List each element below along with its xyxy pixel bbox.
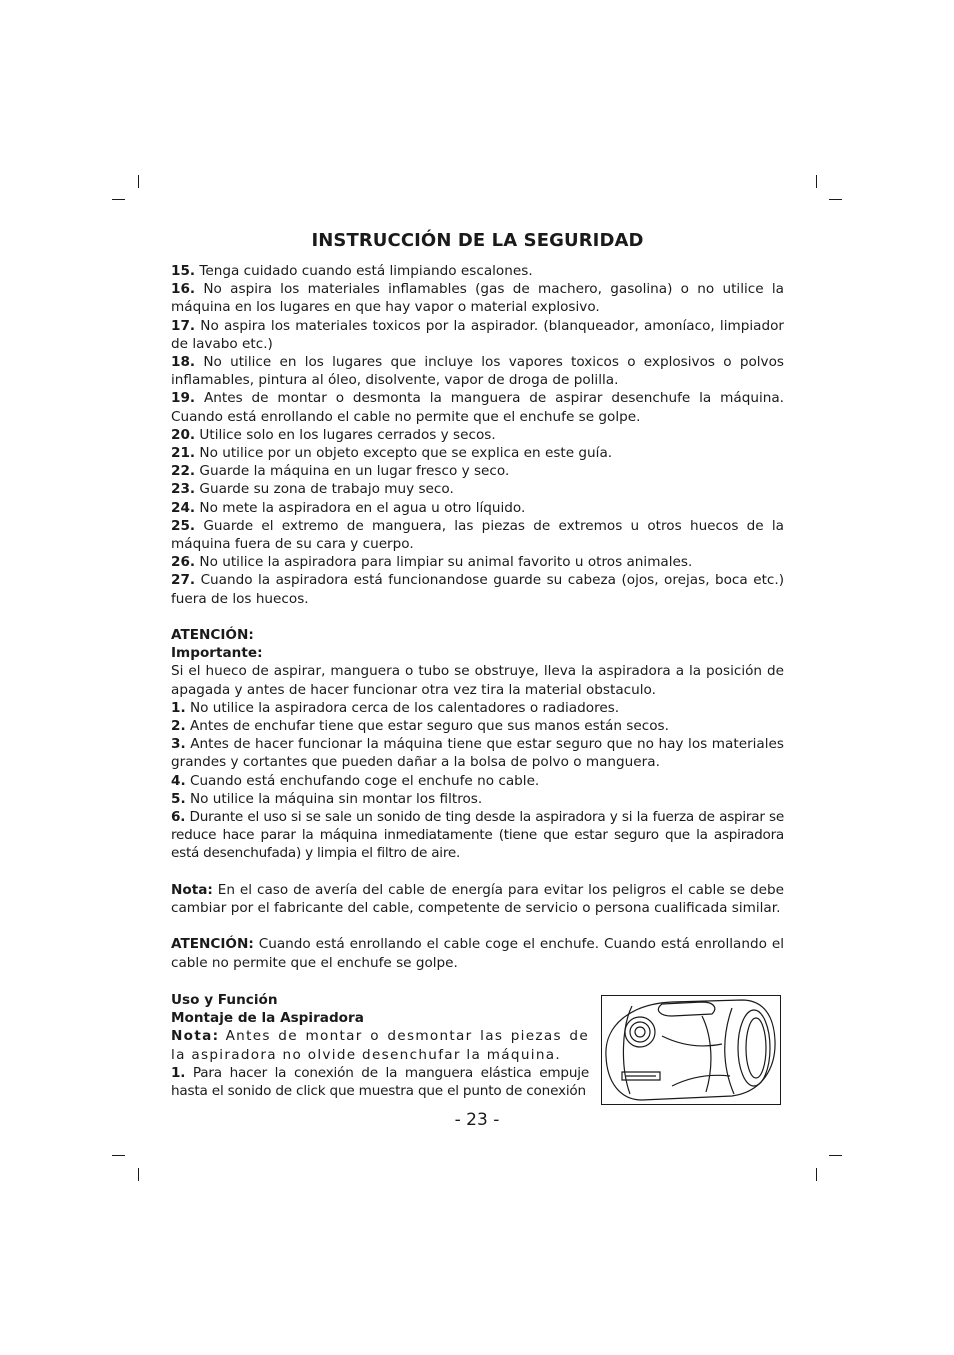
safety-content bbox=[171, 262, 784, 972]
item-text: No utilice la aspiradora para limpiar su animal favorito u otros animales. bbox=[199, 554, 693, 571]
item-number: 20. bbox=[171, 426, 196, 443]
list-item bbox=[171, 389, 784, 425]
crop-mark bbox=[829, 199, 842, 200]
item-number: 24. bbox=[171, 499, 196, 516]
item-text: No utilice la aspiradora cerca de los calentadores o radiadores. bbox=[189, 699, 620, 716]
usage-section bbox=[171, 991, 589, 1100]
page-title: INSTRUCCIÓN DE LA SEGURIDAD bbox=[311, 230, 644, 251]
item-number: 15. bbox=[171, 263, 196, 279]
item-text: Cuando la aspiradora está funcionandose guarde su cabeza (ojos, orejas, boca etc.) fuera de los huecos. bbox=[171, 572, 784, 607]
item-number: 26. bbox=[171, 554, 196, 571]
item-text: Utilice solo en los lugares cerrados y secos. bbox=[199, 426, 496, 443]
usage-heading: Uso y Función bbox=[171, 992, 278, 1008]
attention-paragraph bbox=[171, 935, 784, 971]
usage-step bbox=[171, 1064, 589, 1100]
attention-intro: Si el hueco de aspirar, manguera o tubo se obstruye, lleva la aspiradora a la posición de apagada y antes de hacer funcionar otra vez tira la material obstaculo. bbox=[171, 663, 784, 698]
item-text: No utilice la máquina sin montar los filtros. bbox=[189, 790, 483, 807]
crop-mark bbox=[138, 1168, 139, 1181]
item-number: 27. bbox=[171, 572, 196, 589]
note-text: En el caso de avería del cable de energía para evitar los peligros el cable se debe cambiar por el fabricante del cable, competente de servicio o persona cualificada similar. bbox=[171, 881, 784, 917]
list-item bbox=[171, 699, 784, 717]
list-item bbox=[171, 571, 784, 607]
item-text: Durante el uso si se sale un sonido de ting desde la aspiradora y si la fuerza de aspirar se reduce hace parar la máquina inmediatamente (tiene que estar seguro que la aspiradora está desenchufada) y limpia el filtro de aire. bbox=[171, 809, 784, 862]
item-number: 17. bbox=[171, 317, 196, 334]
crop-mark bbox=[816, 175, 817, 188]
vacuum-illustration bbox=[601, 995, 781, 1105]
item-number: 16. bbox=[171, 281, 196, 298]
item-number: 6. bbox=[171, 809, 186, 826]
list-item bbox=[171, 353, 784, 389]
item-text: Antes de montar o desmonta la manguera de aspirar desenchufe la máquina. Cuando está enrollando el cable no permite que el enchufe se golpe. bbox=[171, 390, 784, 425]
item-number: 25. bbox=[171, 517, 196, 534]
crop-mark bbox=[816, 1168, 817, 1181]
vacuum-cleaner-icon bbox=[602, 996, 780, 1104]
item-text: Guarde su zona de trabajo muy seco. bbox=[199, 481, 454, 498]
item-number: 23. bbox=[171, 481, 196, 498]
item-text: Antes de enchufar tiene que estar seguro que sus manos están secos. bbox=[189, 718, 669, 735]
list-item bbox=[171, 426, 784, 444]
attention-heading: ATENCIÓN: bbox=[171, 627, 254, 644]
note-label: Nota: bbox=[171, 1028, 220, 1045]
list-item bbox=[171, 772, 784, 790]
item-text: Tenga cuidado cuando está limpiando escalones. bbox=[199, 263, 533, 279]
item-number: 19. bbox=[171, 390, 196, 407]
item-number: 1. bbox=[171, 699, 186, 716]
list-item bbox=[171, 553, 784, 571]
crop-mark bbox=[112, 1155, 125, 1156]
item-number: 21. bbox=[171, 445, 196, 462]
item-text: Guarde la máquina en un lugar fresco y seco. bbox=[199, 463, 510, 480]
important-heading: Importante: bbox=[171, 645, 263, 662]
item-text: Cuando está enchufando coge el enchufe no cable. bbox=[189, 772, 540, 789]
list-item bbox=[171, 499, 784, 517]
item-number: 4. bbox=[171, 772, 186, 789]
list-item bbox=[171, 717, 784, 735]
usage-note bbox=[171, 1027, 589, 1063]
item-text: Guarde el extremo de manguera, las piezas de extremos u otros huecos de la máquina fuera de su cara y cuerpo. bbox=[171, 517, 784, 553]
attention-text: Cuando está enrollando el cable coge el enchufe. Cuando está enrollando el cable no permite que el enchufe se golpe. bbox=[171, 936, 784, 971]
assembly-heading: Montaje de la Aspiradora bbox=[171, 1010, 364, 1027]
item-text: No aspira los materiales toxicos por la aspirador. (blanqueador, amoníaco, limpiador de lavabo etc.) bbox=[171, 317, 784, 352]
item-number: 5. bbox=[171, 790, 186, 807]
attention-section bbox=[171, 626, 784, 863]
attention-label: ATENCIÓN: bbox=[171, 936, 254, 953]
item-number: 18. bbox=[171, 354, 196, 371]
item-text: No aspira los materiales inflamables (gas de machero, gasolina) o no utilice la máquina en los lugares en que hay vapor o material explosivo. bbox=[171, 281, 784, 316]
item-text: No utilice por un objeto excepto que se explica en este guía. bbox=[199, 445, 613, 462]
item-text: Antes de hacer funcionar la máquina tiene que estar seguro que no hay los materiales grandes y cortantes que pueden dañar a la bolsa de polvo o manguera. bbox=[171, 736, 784, 771]
note-label: Nota: bbox=[171, 881, 213, 898]
list-item bbox=[171, 480, 784, 498]
list-item bbox=[171, 790, 784, 808]
list-item bbox=[171, 517, 784, 553]
list-item bbox=[171, 262, 784, 280]
list-item bbox=[171, 280, 784, 316]
list-item bbox=[171, 462, 784, 480]
step-text: Para hacer la conexión de la manguera elástica empuje hasta el sonido de click que muestra que el punto de conexión bbox=[171, 1064, 589, 1100]
step-number: 1. bbox=[171, 1064, 186, 1081]
list-item bbox=[171, 735, 784, 771]
note-paragraph bbox=[171, 881, 784, 917]
item-number: 3. bbox=[171, 736, 186, 753]
crop-mark bbox=[112, 199, 125, 200]
page-number: - 23 - bbox=[454, 1110, 500, 1130]
list-item bbox=[171, 444, 784, 462]
safety-list bbox=[171, 262, 784, 608]
item-number: 2. bbox=[171, 718, 186, 735]
crop-mark bbox=[829, 1155, 842, 1156]
item-number: 22. bbox=[171, 463, 196, 480]
item-text: No mete la aspiradora en el agua u otro líquido. bbox=[199, 499, 526, 516]
list-item bbox=[171, 317, 784, 353]
list-item bbox=[171, 808, 784, 863]
crop-mark bbox=[138, 175, 139, 188]
note-text: Antes de montar o desmontar las piezas de la aspiradora no olvide desenchufar la máquina. bbox=[171, 1028, 589, 1063]
item-text: No utilice en los lugares que incluye los vapores toxicos o explosivos o polvos inflamables, pintura al óleo, disolvente, vapor de droga de polilla. bbox=[171, 354, 784, 389]
